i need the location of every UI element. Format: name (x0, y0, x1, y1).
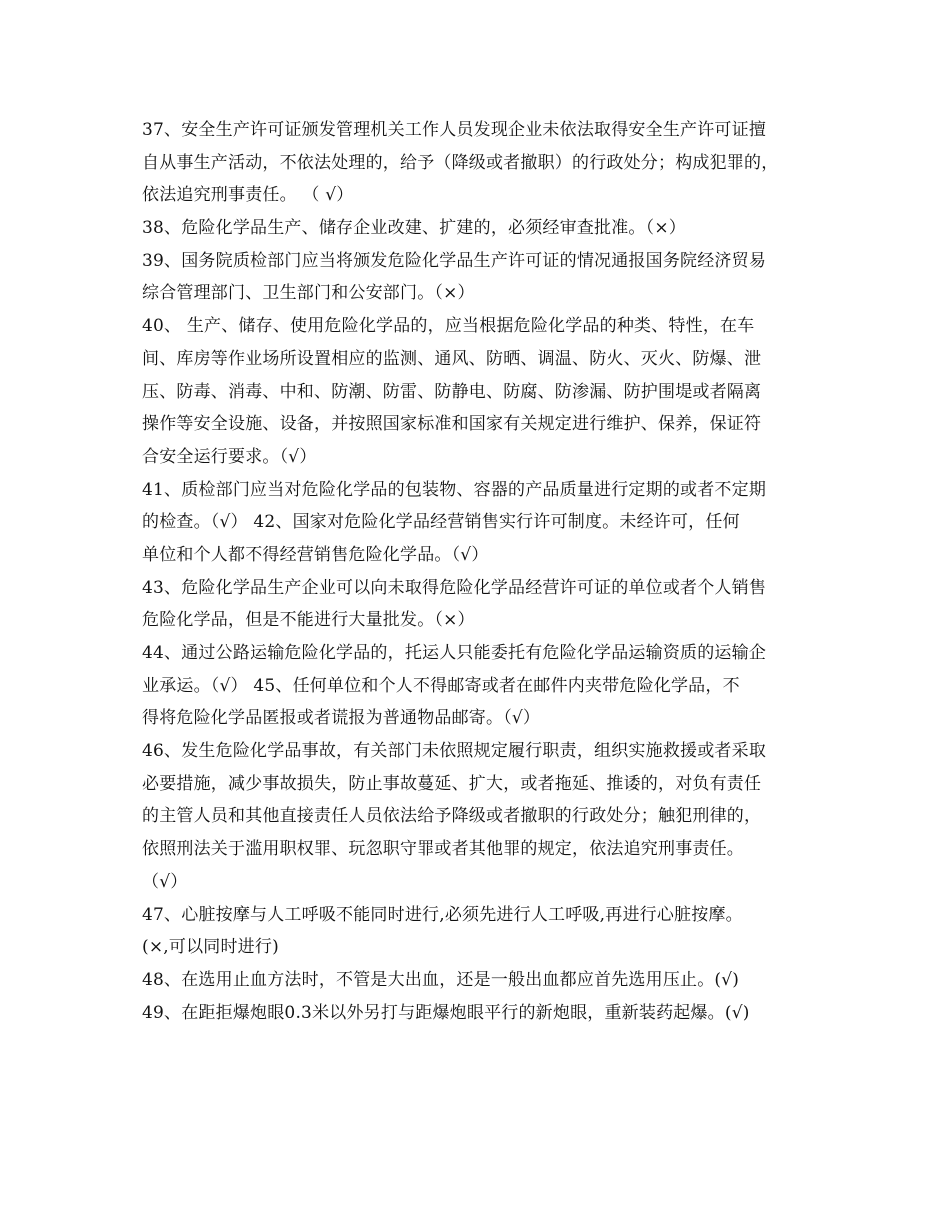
document-body (142, 114, 814, 1029)
text-line: 综合管理部门、卫生部门和公安部门。（×） (142, 283, 475, 304)
text-line: 47、心脏按摩与人工呼吸不能同时进行,必须先进行人工呼吸,再进行心脏按摩。 (142, 904, 743, 925)
text-line: 39、国务院质检部门应当将颁发危险化学品生产许可证的情况通报国务院经济贸易 (142, 250, 767, 271)
text-line: 46、发生危险化学品事故，有关部门未依照规定履行职责，组织实施救援或者采取 (142, 741, 767, 762)
text-line: 41、质检部门应当对危险化学品的包装物、容器的产品质量进行定期的或者不定期 (142, 479, 767, 500)
text-line: (×,可以同时进行) (142, 937, 279, 958)
text-line: 的检查。（√） 42、国家对危险化学品经营销售实行许可制度。未经许可，任何 (142, 512, 740, 533)
text-line: 危险化学品，但是不能进行大量批发。（×） (142, 610, 475, 631)
text-line: 间、库房等作业场所设置相应的监测、通风、防晒、调温、防火、灭火、防爆、泄 (142, 348, 762, 369)
text-line: 单位和个人都不得经营销售危险化学品。（√） (142, 544, 489, 565)
text-line: 37、安全生产许可证颁发管理机关工作人员发现企业未依法取得安全生产许可证擅 (142, 120, 767, 140)
text-line: 依照刑法关于滥用职权罪、玩忽职守罪或者其他罪的规定，依法追究刑事责任。 (142, 839, 744, 860)
text-line: 得将危险化学品匿报或者谎报为普通物品邮寄。（√） (142, 708, 541, 729)
text-line: 40、 生产、储存、使用危险化学品的，应当根据危险化学品的种类、特性，在车 (142, 316, 755, 337)
text-line: 合安全运行要求。（√） (142, 446, 317, 467)
text-line: 44、通过公路运输危险化学品的，托运人只能委托有危险化学品运输资质的运输企 (142, 643, 767, 663)
text-line: 依法追究刑事责任。 （ √） (142, 185, 354, 206)
text-line: 49、在距拒爆炮眼0.3米以外另打与距爆炮眼平行的新炮眼，重新装药起爆。(√) (142, 1002, 750, 1023)
text-line: （√） (142, 871, 188, 892)
text-line: 操作等安全设施、设备，并按照国家标准和国家有关规定进行维护、保养，保证符 (142, 414, 762, 435)
text-line: 业承运。（√） 45、任何单位和个人不得邮寄或者在邮件内夹带危险化学品，不 (142, 675, 740, 696)
text-line: 的主管人员和其他直接责任人员依法给予降级或者撤职的行政处分；触犯刑律的， (142, 806, 762, 827)
text-line: 必要措施，减少事故损失，防止事故蔓延、扩大，或者拖延、推诿的，对负有责任 (142, 773, 762, 794)
text-line: 43、危险化学品生产企业可以向未取得危险化学品经营许可证的单位或者个人销售 (142, 577, 767, 598)
text-line: 压、防毒、消毒、中和、防潮、防雷、防静电、防腐、防渗漏、防护围堤或者隔离 (142, 381, 762, 402)
text-line: 48、在选用止血方法时，不管是大出血，还是一般出血都应首先选用压止。(√) (142, 969, 740, 990)
text-line: 自从事生产活动，不依法处理的，给予（降级或者撤职）的行政处分；构成犯罪的， (142, 152, 779, 173)
text-line: 38、危险化学品生产、储存企业改建、扩建的，必须经审查批准。（×） (142, 218, 686, 239)
